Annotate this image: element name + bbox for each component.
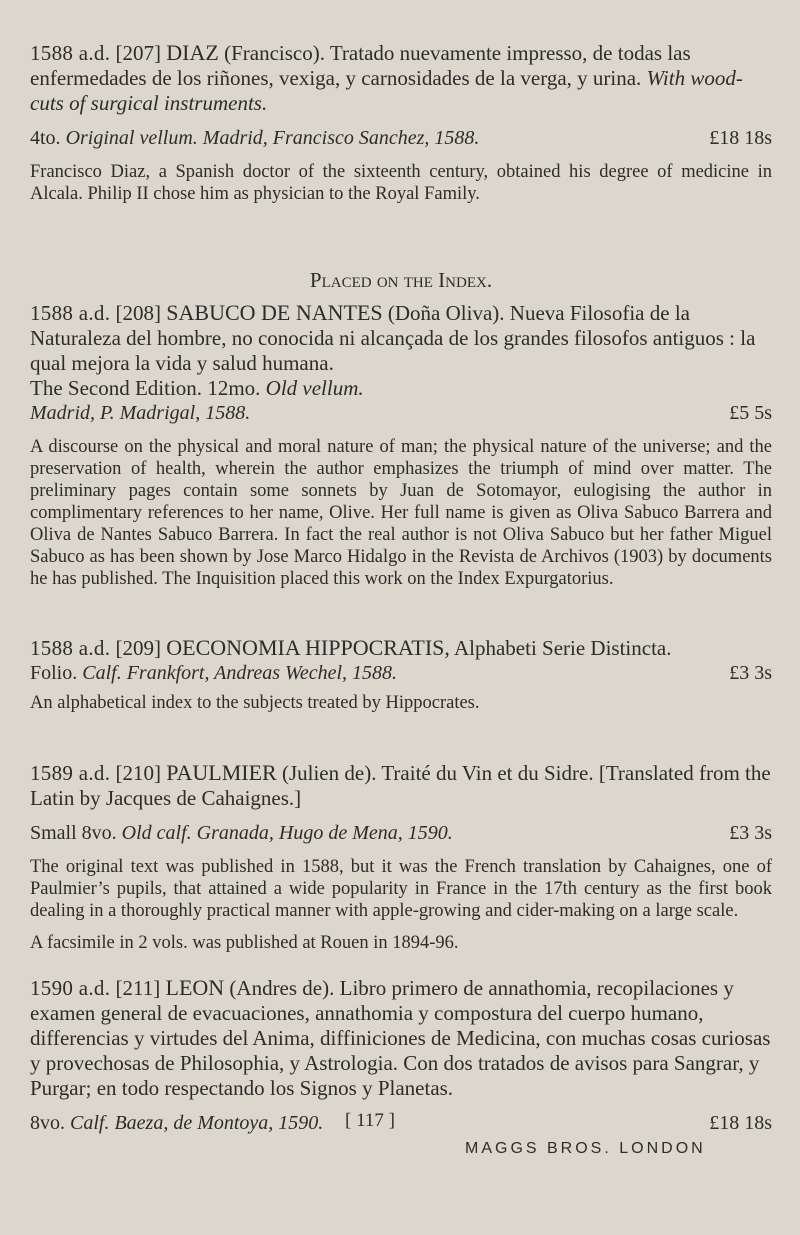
entry-header xyxy=(30,300,772,376)
entry-title: Tratado nuevamente impresso, de todas las enfermedades de los riñones, vexiga, y carnosidades de la verga, y urina. xyxy=(30,41,691,90)
entry-imprint: Madrid, Francisco Sanchez, 1588. xyxy=(202,127,480,149)
entry-format: Folio. xyxy=(30,662,78,684)
entry-author: PAULMIER xyxy=(166,760,277,785)
entry-imprint: Granada, Hugo de Mena, 1590. xyxy=(196,822,453,844)
entry-price: £18 18s xyxy=(709,127,772,149)
entry-price: £3 3s xyxy=(729,662,772,684)
entry-imprint-row xyxy=(30,1111,772,1136)
entry-author: DIAZ xyxy=(166,40,219,65)
entry-imprint: Baeza, de Montoya, 1590. xyxy=(114,1112,324,1134)
entry-210 xyxy=(30,760,772,954)
entry-author-rest: (Doña Oliva). xyxy=(387,301,505,325)
entry-note: An alphabetical index to the subjects treated by Hippocrates. xyxy=(30,693,480,713)
entry-note: A facsimile in 2 vols. was published at Rouen in 1894-96. xyxy=(30,933,459,953)
entry-author-rest: (Julien de). xyxy=(281,761,377,785)
entry-author-rest: (Francisco). xyxy=(224,41,325,65)
entry-format: 8vo. xyxy=(30,1112,65,1134)
entry-note: The original text was published in 1588, but it was the French translation by Cahaignes, one of Paulmier’s pupils, that attained a wide popularity in France in the 17th century as the first book dealing in a thoroughly practical manner with apple-growing and cider-making on a large scale. xyxy=(30,857,772,921)
entry-note: A discourse on the physical and moral nature of man; the physical nature of the universe; and the preservation of health, wherein the author emphasizes the triumph of mind over matter. The preliminary pages contain some sonnets by Juan de Sotomayor, eulogising the author in complimentary references to her name, Olive. Her full name is given as Oliva Sabuco Barrera and Oliva de Nantes Sabuco Barrera. In fact the real author is not Oliva Sabuco but her father Miguel Sabuco as has been shown by Jose Marco Hidalgo in the Revista de Archivos (1903) by documents he has published. The Inquisition placed this work on the Index Expurgatorius. xyxy=(30,437,772,589)
entry-author: LEON xyxy=(165,975,225,1000)
entry-number: [210] xyxy=(115,761,162,785)
publisher-footer: MAGGS BROS. LONDON xyxy=(465,1140,706,1157)
entry-number: [207] xyxy=(115,41,162,65)
entry-header xyxy=(30,975,772,1101)
entry-format: Small 8vo. xyxy=(30,822,117,844)
entry-edition-row xyxy=(30,376,772,401)
entry-format: 12mo. xyxy=(207,376,261,400)
entry-209 xyxy=(30,635,772,714)
entry-211 xyxy=(30,975,772,1136)
entry-title-italic: With wood-cuts of surgical instruments. xyxy=(30,66,743,115)
entry-binding: Old calf. xyxy=(121,822,192,844)
section-heading-block xyxy=(30,268,772,293)
section-heading: Placed on the Index. xyxy=(309,268,493,292)
entry-imprint-row xyxy=(30,126,772,151)
entry-binding: Old vellum. xyxy=(265,376,364,400)
entry-imprint-row xyxy=(30,661,772,686)
entry-price: £5 5s xyxy=(729,402,772,424)
entry-208 xyxy=(30,300,772,590)
entry-binding: Calf. xyxy=(82,662,122,684)
entry-imprint: Madrid, P. Madrigal, 1588. xyxy=(30,402,251,424)
entry-format: 4to. xyxy=(30,127,61,149)
entry-imprint-row xyxy=(30,401,772,426)
entry-header xyxy=(30,40,772,116)
entry-imprint-row xyxy=(30,821,772,846)
entry-author: OECONOMIA HIPPOCRATIS, xyxy=(166,635,450,660)
entry-header xyxy=(30,635,772,661)
entry-binding: Original vellum. xyxy=(65,127,198,149)
entry-number: [211] xyxy=(115,976,161,1000)
entry-year: 1588 a.d. xyxy=(30,301,111,325)
entry-imprint: Frankfort, Andreas Wechel, 1588. xyxy=(126,662,398,684)
entry-note: Francisco Diaz, a Spanish doctor of the sixteenth century, obtained his degree of medicine in Alcala. Philip II chose him as physician to the Royal Family. xyxy=(30,162,772,204)
entry-year: 1588 a.d. xyxy=(30,41,111,65)
entry-author: SABUCO DE NANTES xyxy=(166,300,383,325)
entry-title: Nueva Filosofia de la Naturaleza del hombre, no conocida ni alcançada de los grandes filosofos antiguos : la qual mejora la vida y salud humana. xyxy=(30,301,756,375)
page-number: [ 117 ] xyxy=(345,1110,395,1131)
entry-title: Traité du Vin et du Sidre. xyxy=(381,761,594,785)
entry-price: £18 18s xyxy=(709,1112,772,1134)
entry-207 xyxy=(30,40,772,205)
entry-edition: The Second Edition. xyxy=(30,376,203,400)
entry-year: 1590 a.d. xyxy=(30,976,111,1000)
entry-year: 1589 a.d. xyxy=(30,761,111,785)
entry-header xyxy=(30,760,772,811)
entry-price: £3 3s xyxy=(729,822,772,844)
entry-number: [208] xyxy=(115,301,162,325)
entry-year: 1588 a.d. xyxy=(30,636,111,660)
entry-binding: Calf. xyxy=(70,1112,110,1134)
entry-author-rest: (Andres de). xyxy=(229,976,335,1000)
entry-number: [209] xyxy=(115,636,162,660)
entry-translated: [Translated from the Latin by Jacques de Cahaignes.] xyxy=(30,761,771,810)
entry-title: Libro primero de annathomia, recopilaciones y examen general de evacuaciones, annathomia y compostura del cuerpo humano, differencias y virtudes del Anima, diffiniciones de Medicina, con muchas cosas curiosas y provechosas de Philosophia, y Astrologia. Con dos tratados de avisos para Sangrar, y Purgar; en todo respectando los Signos y Planetas. xyxy=(30,976,771,1100)
entry-author-rest: Alphabeti Serie Distincta. xyxy=(453,636,672,660)
